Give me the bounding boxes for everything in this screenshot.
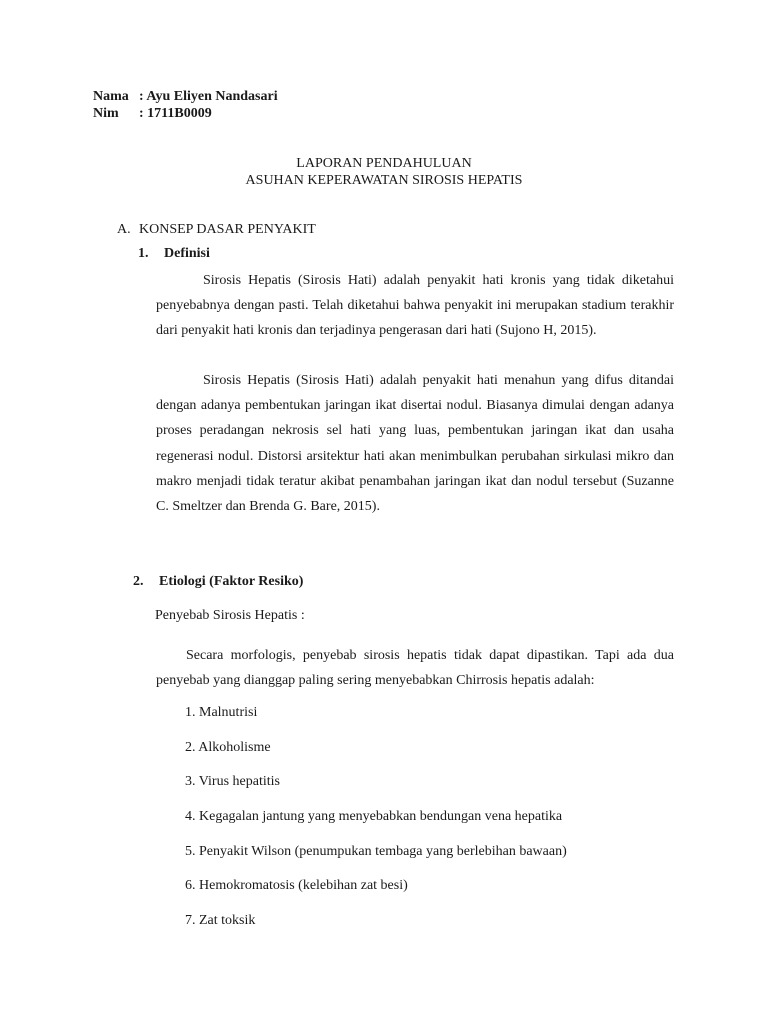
definisi-title: Definisi bbox=[164, 246, 210, 261]
name-row bbox=[93, 88, 278, 105]
definisi-paragraph-1: Sirosis Hepatis (Sirosis Hati) adalah penyakit hati kronis yang tidak diketahui penyebabnya dengan pasti. Telah diketahui bahwa penyakit ini merupakan stadium terakhir dari penyakit hati kronis dan terjadinya pengerasan dari hati (Sujono H, 2015). bbox=[156, 273, 674, 339]
section-a-heading bbox=[117, 222, 316, 238]
list-item: 7. Zat toksik bbox=[185, 913, 256, 929]
definisi-label: 1. bbox=[138, 246, 149, 261]
name-label: Nama bbox=[93, 89, 129, 104]
title-line-2: ASUHAN KEPERAWATAN SIROSIS HEPATIS bbox=[245, 173, 523, 188]
etiologi-title: Etiologi (Faktor Resiko) bbox=[159, 574, 304, 589]
list-item: 2. Alkoholisme bbox=[185, 739, 271, 755]
etiologi-label: 2. bbox=[133, 574, 144, 589]
etiologi-paragraph: Secara morfologis, penyebab sirosis hepatis tidak dapat dipastikan. Tapi ada dua penyebab yang dianggap paling sering menyebabkan Chirrosis hepatis adalah: bbox=[156, 648, 674, 688]
list-item: 3. Virus hepatitis bbox=[185, 774, 280, 790]
section-a-title: KONSEP DASAR PENYAKIT bbox=[139, 222, 316, 237]
list-item: 4. Kegagalan jantung yang menyebabkan bendungan vena hepatika bbox=[185, 809, 563, 825]
definisi-heading bbox=[138, 246, 210, 262]
section-a-label: A. bbox=[117, 222, 131, 237]
document-title bbox=[0, 155, 768, 189]
cause-list bbox=[185, 703, 567, 946]
nim-value: : 1711B0009 bbox=[139, 106, 212, 121]
etiologi-intro: Penyebab Sirosis Hepatis : bbox=[155, 608, 305, 623]
definisi-paragraph-2: Sirosis Hepatis (Sirosis Hati) adalah penyakit hati menahun yang difus ditandai dengan adanya pembentukan jaringan ikat disertai nodul. Biasanya dimulai dengan adanya proses peradangan nekrosis sel hati yang luas, pembentukan jaringan ikat dan usaha regenerasi nodul. Distorsi arsitektur hati akan menimbulkan perubahan sirkulasi mikro dan makro menjadi tidak teratur akibat penambahan jaringan ikat dan nodul tersebut (Suzanne C. Smeltzer dan Brenda G. Bare, 2015). bbox=[156, 373, 674, 515]
student-identity bbox=[93, 88, 278, 122]
list-item: 5. Penyakit Wilson (penumpukan tembaga yang berlebihan bawaan) bbox=[185, 843, 567, 859]
nim-label: Nim bbox=[93, 106, 119, 121]
list-item: 6. Hemokromatosis (kelebihan zat besi) bbox=[185, 878, 408, 894]
name-value: : Ayu Eliyen Nandasari bbox=[139, 89, 278, 104]
nim-row bbox=[93, 105, 278, 122]
list-item: 1. Malnutrisi bbox=[185, 705, 258, 720]
etiologi-heading bbox=[133, 574, 303, 590]
title-line-1: LAPORAN PENDAHULUAN bbox=[296, 156, 472, 171]
